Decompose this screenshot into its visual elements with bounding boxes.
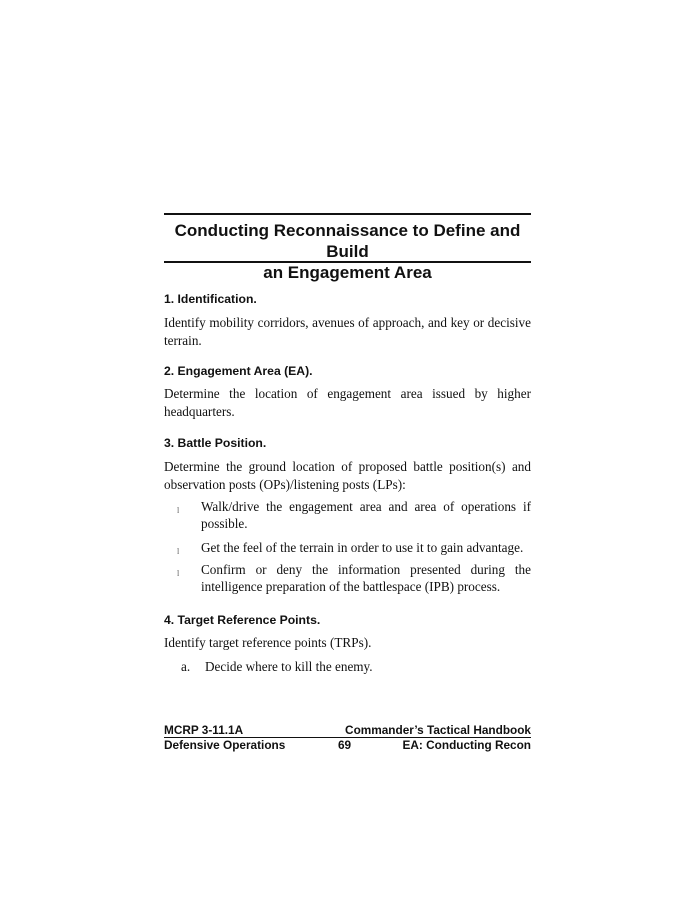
bullet-marker: l [177, 506, 180, 515]
section-text-battle-position: Determine the ground location of proposed battle position(s) and observation posts (OPs)/listening posts (LPs): [164, 459, 531, 492]
footer-handbook-title: Commander’s Tactical Handbook [345, 723, 531, 737]
page-number: 69 [338, 738, 352, 752]
section-text-engagement-area: Determine the location of engagement area issued by higher headquarters. [164, 386, 531, 419]
title-bottom-rule [164, 261, 531, 263]
bullet-text: Confirm or deny the information presented during the intelligence preparation of the battlespace (IPB) process. [201, 562, 531, 594]
footer-publication-id: MCRP 3-11.1A [164, 723, 244, 737]
section-text-identification: Identify mobility corridors, avenues of approach, and key or decisive terrain. [164, 315, 531, 348]
section-heading-identification: 1. Identification. [164, 292, 257, 306]
sub-item [181, 658, 531, 676]
bullet-text: Get the feel of the terrain in order to use it to gain advantage. [201, 540, 524, 555]
section-heading-battle-position: 3. Battle Position. [164, 436, 267, 450]
sub-item-letter: a. [181, 659, 191, 674]
bullet-text: Walk/drive the engagement area and area of operations if possible. [201, 499, 531, 531]
page-title-line-1: Conducting Reconnaissance to Define and Build [174, 221, 521, 261]
page-title [164, 220, 531, 283]
bullet-marker: l [177, 547, 180, 556]
sub-item-text: Decide where to kill the enemy. [205, 659, 373, 674]
title-top-rule [164, 213, 531, 215]
section-text-target-reference-points: Identify target reference points (TRPs). [164, 635, 372, 650]
section-heading-engagement-area: 2. Engagement Area (EA). [164, 364, 313, 378]
footer-chapter: Defensive Operations [164, 738, 286, 752]
footer-section: EA: Conducting Recon [402, 738, 531, 752]
section-heading-target-reference-points: 4. Target Reference Points. [164, 613, 321, 627]
bullet-marker: l [177, 569, 180, 578]
page-title-line-2: an Engagement Area [263, 263, 432, 282]
